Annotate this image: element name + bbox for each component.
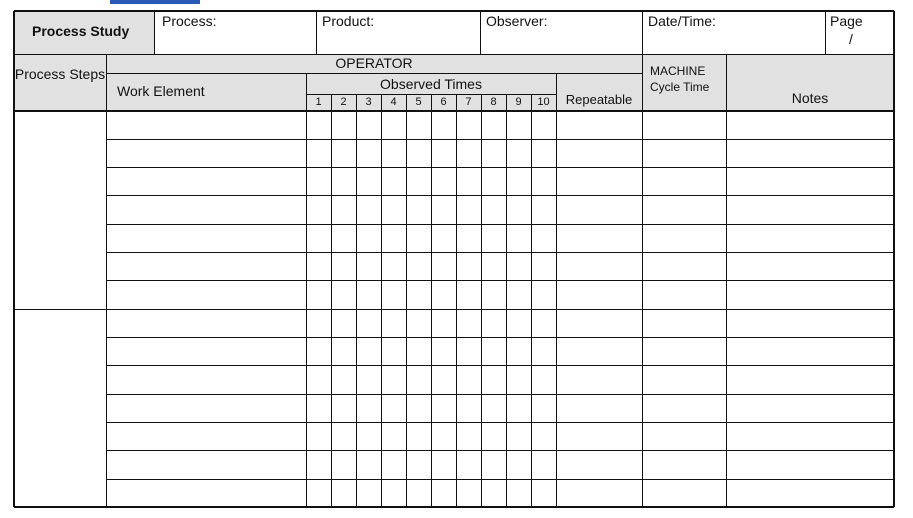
observed-time-cell[interactable] (431, 111, 456, 139)
observed-time-cell[interactable] (506, 422, 531, 450)
observed-time-cell[interactable] (331, 139, 356, 167)
observed-time-cell[interactable] (356, 422, 381, 450)
repeatable-header (556, 73, 642, 111)
observation-number-4 (381, 94, 406, 111)
observed-time-cell[interactable] (331, 450, 356, 479)
grid-line (106, 337, 894, 338)
grid-line (506, 94, 507, 507)
work-element-cell[interactable] (106, 450, 306, 479)
observed-time-cell[interactable] (306, 479, 331, 507)
observed-time-cell[interactable] (481, 195, 506, 224)
observed-time-cell[interactable] (356, 195, 381, 224)
observed-time-cell[interactable] (506, 337, 531, 365)
observed-time-cell[interactable] (306, 450, 331, 479)
observed-time-cell[interactable] (331, 167, 356, 195)
machine-cycle-time-cell[interactable] (642, 139, 726, 167)
operator-label: OPERATOR (335, 55, 413, 71)
notes-cell[interactable] (726, 394, 894, 422)
machine-cycle-time-cell[interactable] (642, 167, 726, 195)
observed-time-cell[interactable] (456, 309, 481, 337)
observed-time-cell[interactable] (531, 167, 556, 195)
observed-time-cell[interactable] (531, 195, 556, 224)
machine-cycle-time-cell[interactable] (642, 479, 726, 507)
observed-time-cell[interactable] (331, 479, 356, 507)
grid-line (106, 252, 894, 253)
observed-time-cell[interactable] (331, 309, 356, 337)
notes-label: Notes (791, 90, 829, 106)
observed-time-cell[interactable] (531, 422, 556, 450)
observed-time-cell[interactable] (431, 479, 456, 507)
observed-time-cell[interactable] (406, 280, 431, 309)
machine-cycle-time-cell[interactable] (642, 337, 726, 365)
observed-time-cell[interactable] (456, 450, 481, 479)
notes-cell[interactable] (726, 365, 894, 394)
work-element-cell[interactable] (106, 280, 306, 309)
observed-time-cell[interactable] (431, 224, 456, 252)
observed-time-cell[interactable] (531, 224, 556, 252)
observed-time-cell[interactable] (406, 394, 431, 422)
repeatable-cell[interactable] (556, 224, 642, 252)
observed-time-cell[interactable] (331, 111, 356, 139)
observed-time-cell[interactable] (381, 224, 406, 252)
observed-time-cell[interactable] (356, 337, 381, 365)
observed-time-cell[interactable] (506, 195, 531, 224)
observed-time-cell[interactable] (456, 195, 481, 224)
observed-time-cell[interactable] (356, 111, 381, 139)
observer-label: Observer: (486, 13, 548, 29)
work-element-cell[interactable] (106, 252, 306, 280)
page-field[interactable] (825, 11, 894, 54)
observed-time-cell[interactable] (481, 139, 506, 167)
grid-line (14, 110, 894, 112)
machine-cycle-time-cell[interactable] (642, 365, 726, 394)
grid-line (642, 11, 643, 54)
observed-time-cell[interactable] (431, 450, 456, 479)
observed-time-cell[interactable] (356, 167, 381, 195)
observed-time-cell[interactable] (431, 252, 456, 280)
work-element-cell[interactable] (106, 195, 306, 224)
repeatable-cell[interactable] (556, 111, 642, 139)
page-label: Page (830, 13, 863, 29)
observed-time-cell[interactable] (481, 479, 506, 507)
form-title: Process Study (32, 23, 130, 39)
grid-line (106, 167, 894, 168)
observed-time-cell[interactable] (481, 337, 506, 365)
observation-number-label: 4 (390, 96, 397, 108)
observed-time-cell[interactable] (531, 479, 556, 507)
grid-line (106, 479, 894, 480)
observed-time-cell[interactable] (406, 365, 431, 394)
machine-cycle-time-cell[interactable] (642, 224, 726, 252)
notes-cell[interactable] (726, 280, 894, 309)
observed-time-cell[interactable] (406, 139, 431, 167)
observed-time-cell[interactable] (406, 111, 431, 139)
work-element-cell[interactable] (106, 139, 306, 167)
observed-time-cell[interactable] (381, 479, 406, 507)
observed-time-cell[interactable] (381, 195, 406, 224)
observed-time-cell[interactable] (331, 337, 356, 365)
observed-time-cell[interactable] (381, 252, 406, 280)
observation-number-9 (506, 94, 531, 111)
grid-line (316, 11, 317, 54)
observed-time-cell[interactable] (456, 252, 481, 280)
observation-number-label: 2 (340, 96, 347, 108)
machine-cycle-time-cell[interactable] (642, 252, 726, 280)
observation-number-2 (331, 94, 356, 111)
observation-number-label: 10 (537, 96, 550, 108)
work-element-cell[interactable] (106, 365, 306, 394)
observed-time-cell[interactable] (356, 365, 381, 394)
grid-line (480, 11, 481, 54)
observed-time-cell[interactable] (381, 111, 406, 139)
grid-line (642, 54, 643, 507)
observed-time-cell[interactable] (306, 195, 331, 224)
observed-time-cell[interactable] (431, 394, 456, 422)
observed-time-cell[interactable] (481, 450, 506, 479)
page-separator: / (849, 31, 853, 47)
observed-time-cell[interactable] (406, 450, 431, 479)
machine-cycle-time-cell[interactable] (642, 195, 726, 224)
notes-cell[interactable] (726, 167, 894, 195)
work-element-cell[interactable] (106, 337, 306, 365)
observed-time-cell[interactable] (431, 195, 456, 224)
observed-time-cell[interactable] (406, 224, 431, 252)
observed-time-cell[interactable] (456, 337, 481, 365)
repeatable-cell[interactable] (556, 422, 642, 450)
observed-time-cell[interactable] (356, 280, 381, 309)
observed-time-cell[interactable] (456, 280, 481, 309)
observed-time-cell[interactable] (306, 139, 331, 167)
grid-line (825, 11, 826, 54)
repeatable-cell[interactable] (556, 309, 642, 337)
observed-time-cell[interactable] (456, 422, 481, 450)
grid-line (106, 139, 894, 140)
work-element-cell[interactable] (106, 309, 306, 337)
work-element-cell[interactable] (106, 167, 306, 195)
observed-time-cell[interactable] (431, 337, 456, 365)
observed-time-cell[interactable] (431, 280, 456, 309)
grid-line (106, 394, 894, 395)
machine-cycle-time-cell[interactable] (642, 450, 726, 479)
observed-time-cell[interactable] (481, 280, 506, 309)
observed-time-cell[interactable] (356, 224, 381, 252)
process-step-cell[interactable] (14, 111, 106, 309)
observed-time-cell[interactable] (531, 309, 556, 337)
notes-cell[interactable] (726, 139, 894, 167)
machine-label: MACHINE (650, 64, 706, 78)
observed-time-cell[interactable] (406, 167, 431, 195)
observation-number-label: 1 (315, 96, 322, 108)
observed-time-cell[interactable] (531, 139, 556, 167)
work-element-cell[interactable] (106, 422, 306, 450)
grid-line (14, 309, 894, 310)
process-label: Process: (162, 13, 217, 29)
grid-line (106, 54, 107, 507)
repeatable-cell[interactable] (556, 450, 642, 479)
grid-line (106, 365, 894, 366)
grid-line (531, 94, 532, 507)
observed-time-cell[interactable] (356, 139, 381, 167)
grid-line (456, 94, 457, 507)
observed-time-cell[interactable] (431, 139, 456, 167)
observed-time-cell[interactable] (481, 309, 506, 337)
machine-header (642, 54, 726, 111)
observed-time-cell[interactable] (531, 111, 556, 139)
product-label: Product: (322, 13, 375, 29)
observed-time-cell[interactable] (381, 280, 406, 309)
observation-number-label: 5 (415, 96, 422, 108)
observed-time-cell[interactable] (456, 224, 481, 252)
observed-time-cell[interactable] (506, 111, 531, 139)
observed-time-cell[interactable] (381, 365, 406, 394)
observed-time-cell[interactable] (431, 422, 456, 450)
product-field[interactable] (316, 11, 480, 54)
observed-time-cell[interactable] (381, 337, 406, 365)
observed-time-cell[interactable] (406, 309, 431, 337)
observed-time-cell[interactable] (456, 167, 481, 195)
observed-time-cell[interactable] (331, 365, 356, 394)
observed-time-cell[interactable] (306, 337, 331, 365)
work-element-cell[interactable] (106, 394, 306, 422)
observed-time-cell[interactable] (531, 337, 556, 365)
observed-time-cell[interactable] (306, 309, 331, 337)
observer-field[interactable] (480, 11, 642, 54)
observed-time-cell[interactable] (406, 252, 431, 280)
grid-line (106, 422, 894, 423)
operator-header (106, 54, 642, 73)
work-element-cell[interactable] (106, 479, 306, 507)
observation-number-5 (406, 94, 431, 111)
observed-time-cell[interactable] (531, 252, 556, 280)
observed-time-cell[interactable] (481, 365, 506, 394)
observed-time-cell[interactable] (531, 394, 556, 422)
observation-number-label: 9 (515, 96, 522, 108)
observation-number-6 (431, 94, 456, 111)
observed-time-cell[interactable] (456, 479, 481, 507)
grid-line (406, 94, 407, 507)
observed-time-cell[interactable] (356, 252, 381, 280)
observation-number-8 (481, 94, 506, 111)
observation-number-label: 6 (440, 96, 447, 108)
observed-time-cell[interactable] (506, 450, 531, 479)
observed-times-label: Observed Times (380, 76, 482, 92)
observed-time-cell[interactable] (406, 195, 431, 224)
notes-cell[interactable] (726, 252, 894, 280)
grid-line (154, 11, 155, 54)
observed-time-cell[interactable] (306, 365, 331, 394)
observed-time-cell[interactable] (331, 195, 356, 224)
grid-line (14, 54, 894, 55)
notes-cell[interactable] (726, 195, 894, 224)
repeatable-cell[interactable] (556, 394, 642, 422)
work-element-label: Work Element (117, 83, 205, 99)
datetime-label: Date/Time: (648, 13, 716, 29)
border-line (893, 11, 895, 507)
observed-time-cell[interactable] (381, 450, 406, 479)
grid-line (106, 450, 894, 451)
observed-time-cell[interactable] (506, 394, 531, 422)
grid-line (356, 94, 357, 507)
observed-time-cell[interactable] (406, 337, 431, 365)
grid-line (381, 94, 382, 507)
observed-time-cell[interactable] (331, 280, 356, 309)
observed-time-cell[interactable] (456, 139, 481, 167)
observed-time-cell[interactable] (381, 309, 406, 337)
repeatable-cell[interactable] (556, 365, 642, 394)
form-title-cell (14, 11, 154, 54)
grid-line (106, 224, 894, 225)
observed-time-cell[interactable] (356, 309, 381, 337)
observation-number-10 (531, 94, 556, 111)
grid-line (106, 280, 894, 281)
observed-time-cell[interactable] (506, 309, 531, 337)
accent-bar (110, 0, 200, 4)
observation-number-label: 7 (465, 96, 472, 108)
notes-cell[interactable] (726, 111, 894, 139)
grid-line (431, 94, 432, 507)
observed-time-cell[interactable] (381, 167, 406, 195)
observed-time-cell[interactable] (356, 394, 381, 422)
work-element-header (106, 73, 306, 111)
observed-time-cell[interactable] (481, 224, 506, 252)
observed-time-cell[interactable] (431, 309, 456, 337)
repeatable-cell[interactable] (556, 252, 642, 280)
repeatable-cell[interactable] (556, 479, 642, 507)
observed-time-cell[interactable] (331, 252, 356, 280)
observed-time-cell[interactable] (356, 450, 381, 479)
observed-time-cell[interactable] (356, 479, 381, 507)
grid-line (331, 94, 332, 507)
observed-time-cell[interactable] (506, 167, 531, 195)
observed-time-cell[interactable] (506, 224, 531, 252)
observed-time-cell[interactable] (531, 280, 556, 309)
repeatable-label: Repeatable (565, 92, 633, 107)
notes-header (726, 54, 894, 111)
observed-time-cell[interactable] (531, 450, 556, 479)
observed-time-cell[interactable] (306, 111, 331, 139)
observed-time-cell[interactable] (306, 394, 331, 422)
observed-time-cell[interactable] (431, 365, 456, 394)
notes-cell[interactable] (726, 450, 894, 479)
grid-line (481, 94, 482, 507)
observed-time-cell[interactable] (306, 422, 331, 450)
repeatable-cell[interactable] (556, 167, 642, 195)
observed-time-cell[interactable] (506, 280, 531, 309)
machine-cycle-time-cell[interactable] (642, 309, 726, 337)
observed-time-cell[interactable] (506, 479, 531, 507)
observed-time-cell[interactable] (456, 394, 481, 422)
notes-cell[interactable] (726, 224, 894, 252)
observed-time-cell[interactable] (481, 167, 506, 195)
datetime-field[interactable] (642, 11, 825, 54)
observed-time-cell[interactable] (331, 224, 356, 252)
notes-cell[interactable] (726, 479, 894, 507)
border-line (14, 506, 894, 508)
process-steps-header (14, 54, 106, 111)
observed-time-cell[interactable] (506, 252, 531, 280)
process-steps-label: Process Steps (14, 66, 106, 82)
repeatable-cell[interactable] (556, 139, 642, 167)
observed-time-cell[interactable] (306, 280, 331, 309)
observed-time-cell[interactable] (306, 224, 331, 252)
observation-number-3 (356, 94, 381, 111)
border-line (14, 10, 894, 12)
observed-time-cell[interactable] (456, 111, 481, 139)
cycle-time-label: Cycle Time (650, 80, 710, 94)
work-element-cell[interactable] (106, 111, 306, 139)
machine-cycle-time-cell[interactable] (642, 280, 726, 309)
observed-time-cell[interactable] (306, 252, 331, 280)
repeatable-cell[interactable] (556, 195, 642, 224)
process-field[interactable] (154, 11, 316, 54)
observation-number-label: 3 (365, 96, 372, 108)
observed-time-cell[interactable] (381, 422, 406, 450)
notes-cell[interactable] (726, 309, 894, 337)
work-element-cell[interactable] (106, 224, 306, 252)
border-line (13, 11, 15, 507)
observed-time-cell[interactable] (506, 365, 531, 394)
observed-time-cell[interactable] (431, 167, 456, 195)
observed-time-cell[interactable] (331, 422, 356, 450)
observation-number-label: 8 (490, 96, 497, 108)
observed-time-cell[interactable] (506, 139, 531, 167)
notes-cell[interactable] (726, 337, 894, 365)
repeatable-cell[interactable] (556, 337, 642, 365)
observed-time-cell[interactable] (381, 139, 406, 167)
observed-time-cell[interactable] (531, 365, 556, 394)
observed-time-cell[interactable] (481, 394, 506, 422)
observed-time-cell[interactable] (481, 111, 506, 139)
observed-time-cell[interactable] (481, 422, 506, 450)
observation-number-7 (456, 94, 481, 111)
grid-line (726, 54, 727, 507)
observed-time-cell[interactable] (406, 479, 431, 507)
observed-time-cell[interactable] (306, 167, 331, 195)
observation-number-1 (306, 94, 331, 111)
observed-time-cell[interactable] (331, 394, 356, 422)
grid-line (106, 73, 642, 74)
machine-cycle-time-cell[interactable] (642, 394, 726, 422)
grid-line (106, 195, 894, 196)
notes-cell[interactable] (726, 422, 894, 450)
observed-times-header (306, 73, 556, 94)
observed-time-cell[interactable] (481, 252, 506, 280)
machine-cycle-time-cell[interactable] (642, 111, 726, 139)
repeatable-cell[interactable] (556, 280, 642, 309)
process-step-cell[interactable] (14, 309, 106, 507)
observed-time-cell[interactable] (406, 422, 431, 450)
observed-time-cell[interactable] (456, 365, 481, 394)
machine-cycle-time-cell[interactable] (642, 422, 726, 450)
observed-time-cell[interactable] (381, 394, 406, 422)
